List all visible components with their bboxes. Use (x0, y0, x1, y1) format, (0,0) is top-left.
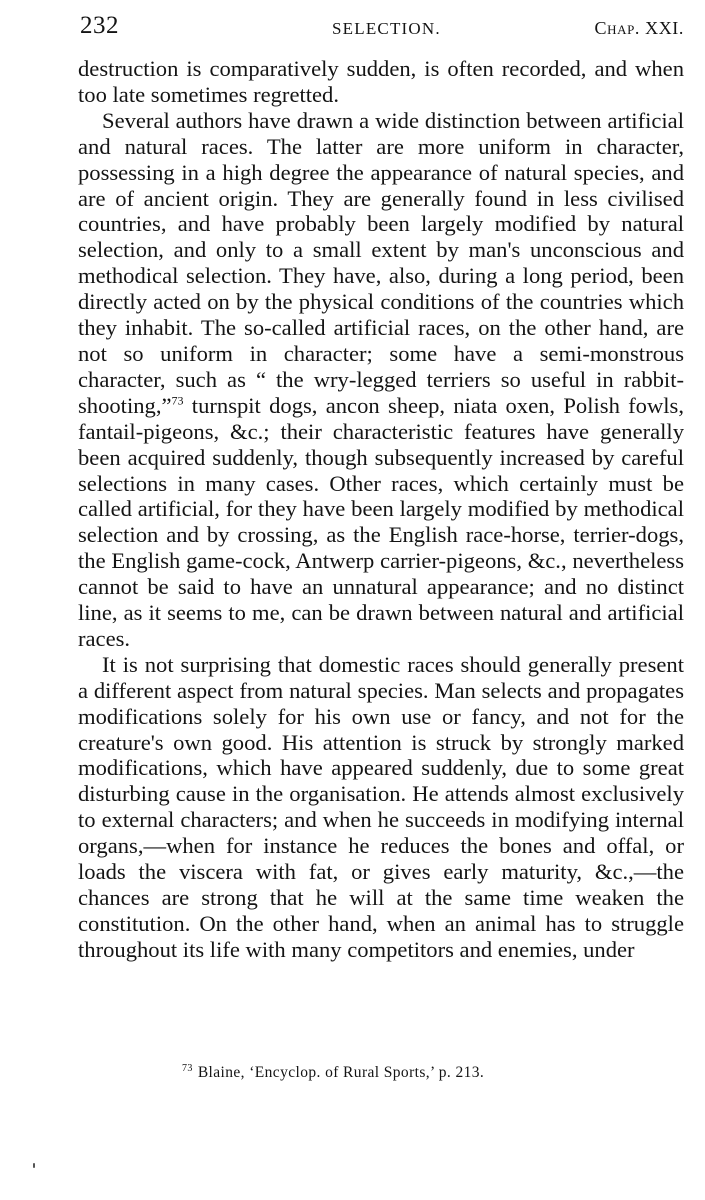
footnote (182, 1064, 484, 1082)
paragraph-text-part: turnspit dogs, ancon sheep, niata oxen, Polish fowls, fantail-pigeons, &c.; their characteristic features have generally been acquired suddenly, though subsequently increased by careful selections in many cases. Other races, which certainly must be called artificial, for they have been largely modified by methodical selection and by crossing, as the English race-horse, terrier-dogs, the English game-cock, Antwerp carrier-pigeons, &c., nevertheless cannot be said to have an unnatural appearance; and no distinct line, as it seems to me, can be drawn between natural and artificial races. (78, 392, 684, 651)
page-number: 232 (80, 12, 119, 39)
footnote-mark: 73 (182, 1062, 193, 1074)
paper-speck (33, 1163, 35, 1168)
paragraph-domestic-races: It is not surprising that domestic races should generally present a different aspect from natural species. Man selects and propagates modifications solely for his own use or fancy, and not for the creature's own good. His attention is struck by strongly marked modifications, which have appeared suddenly, due to some great disturbing cause in the organisation. He attends almost exclusively to external characters; and when he succeeds in modifying internal organs,—when for instance he reduces the bones and offal, or loads the viscera with fat, or gives early maturity, &c.,—the chances are strong that he will at the same time weaken the constitution. On the other hand, when an animal has to struggle throughout its life with many competitors and enemies, under (78, 651, 684, 962)
body-text (78, 56, 684, 963)
paragraph-text-part: Several authors have drawn a wide distinction between artificial and natural races. The latter are more uniform in character, possessing in a high degree the appearance of natural species, and are of ancient origin. They are generally found in less civilised countries, and have probably been largely modified by natural selection, and only to a small extent by man's unconscious and methodical selection. They have, also, during a long period, been directly acted on by the physical conditions of the countries which they inhabit. The so-called artificial races, on the other hand, are not so uniform in character; some have a semi-monstrous character, such as “ the wry-legged terriers so useful in rabbit-shooting,” (78, 107, 684, 418)
footnote-text: Blaine, ‘Encyclop. of Rural Sports,’ p. 213. (197, 1064, 485, 1081)
page-header (80, 12, 690, 48)
paragraph-continued: destruction is comparatively sudden, is often recorded, and when too late sometimes regretted. (78, 56, 684, 107)
chapter-label: Chap. XXI. (594, 18, 684, 38)
footnote-reference: 73 (171, 393, 184, 408)
paragraph-artificial-natural-races (78, 108, 684, 652)
running-title: SELECTION. (332, 19, 441, 38)
